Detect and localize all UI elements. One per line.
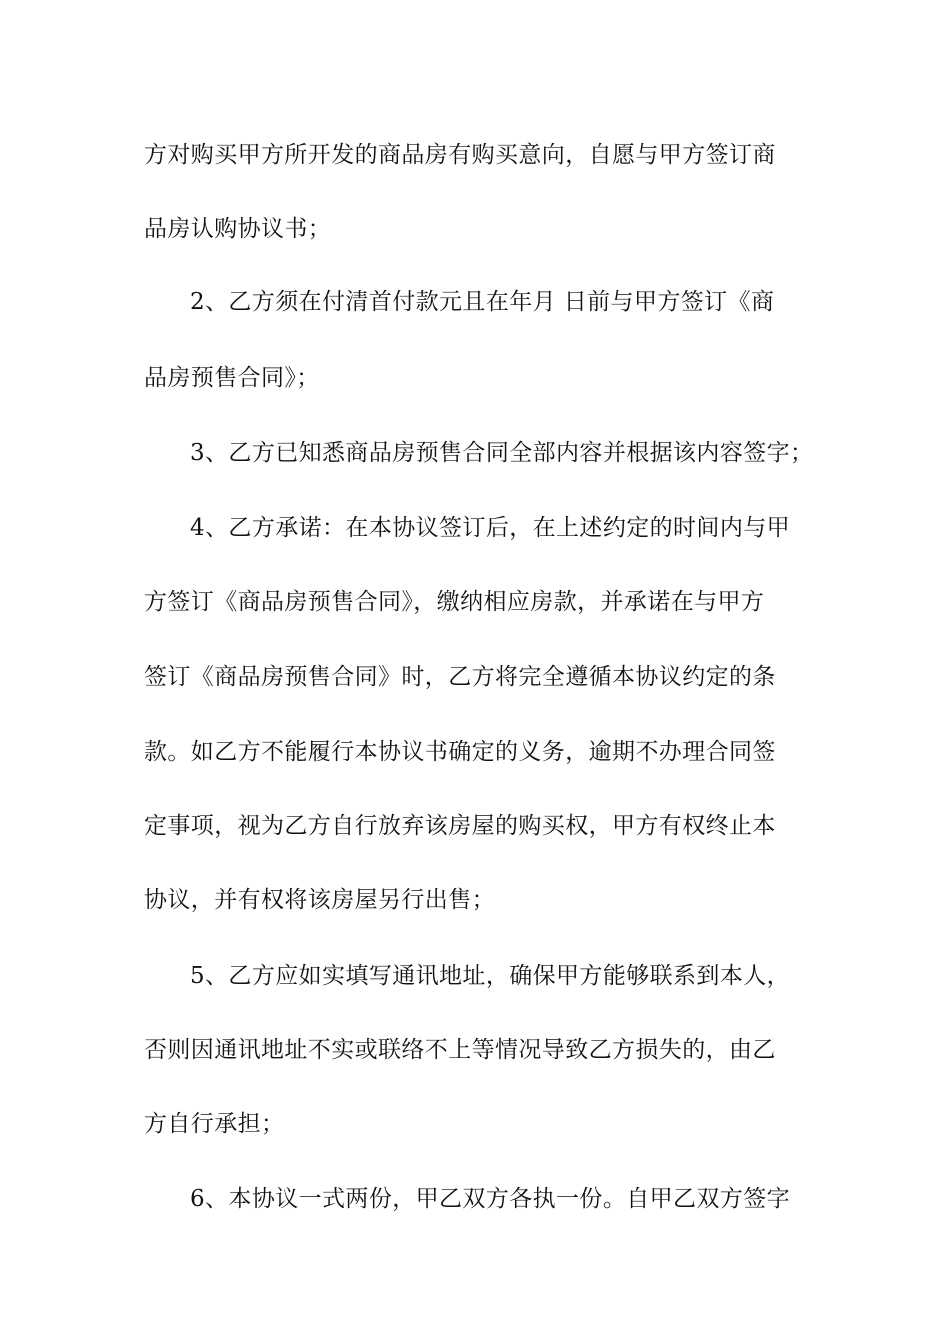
text-line: 方签订《商品房预售合同》，缴纳相应房款，并承诺在与甲方 — [144, 589, 765, 615]
text-line: 方对购买甲方所开发的商品房有购买意向，自愿与甲方签订商 — [144, 142, 776, 168]
text-line: 品房认购协议书； — [144, 216, 332, 242]
text-line: 2、乙方须在付清首付款元且在年月 日前与甲方签订《商 — [190, 289, 775, 315]
text-line: 款。如乙方不能履行本协议书确定的义务，逾期不办理合同签 — [144, 739, 776, 765]
text-line: 方自行承担； — [144, 1111, 285, 1137]
text-line: 3、乙方已知悉商品房预售合同全部内容并根据该内容签字； — [190, 440, 814, 466]
text-line: 6、本协议一式两份，甲乙双方各执一份。自甲乙双方签字 — [190, 1186, 791, 1212]
text-line: 4、乙方承诺：在本协议签订后，在上述约定的时间内与甲 — [190, 515, 791, 541]
text-line: 协议，并有权将该房屋另行出售； — [144, 887, 495, 913]
text-line: 5、乙方应如实填写通讯地址，确保甲方能够联系到本人， — [190, 963, 791, 989]
text-line: 定事项，视为乙方自行放弃该房屋的购买权，甲方有权终止本 — [144, 813, 776, 839]
text-line: 签订《商品房预售合同》时，乙方将完全遵循本协议约定的条 — [144, 664, 776, 690]
text-line: 品房预售合同》； — [144, 365, 320, 391]
text-line: 否则因通讯地址不实或联络不上等情况导致乙方损失的，由乙 — [144, 1037, 776, 1063]
